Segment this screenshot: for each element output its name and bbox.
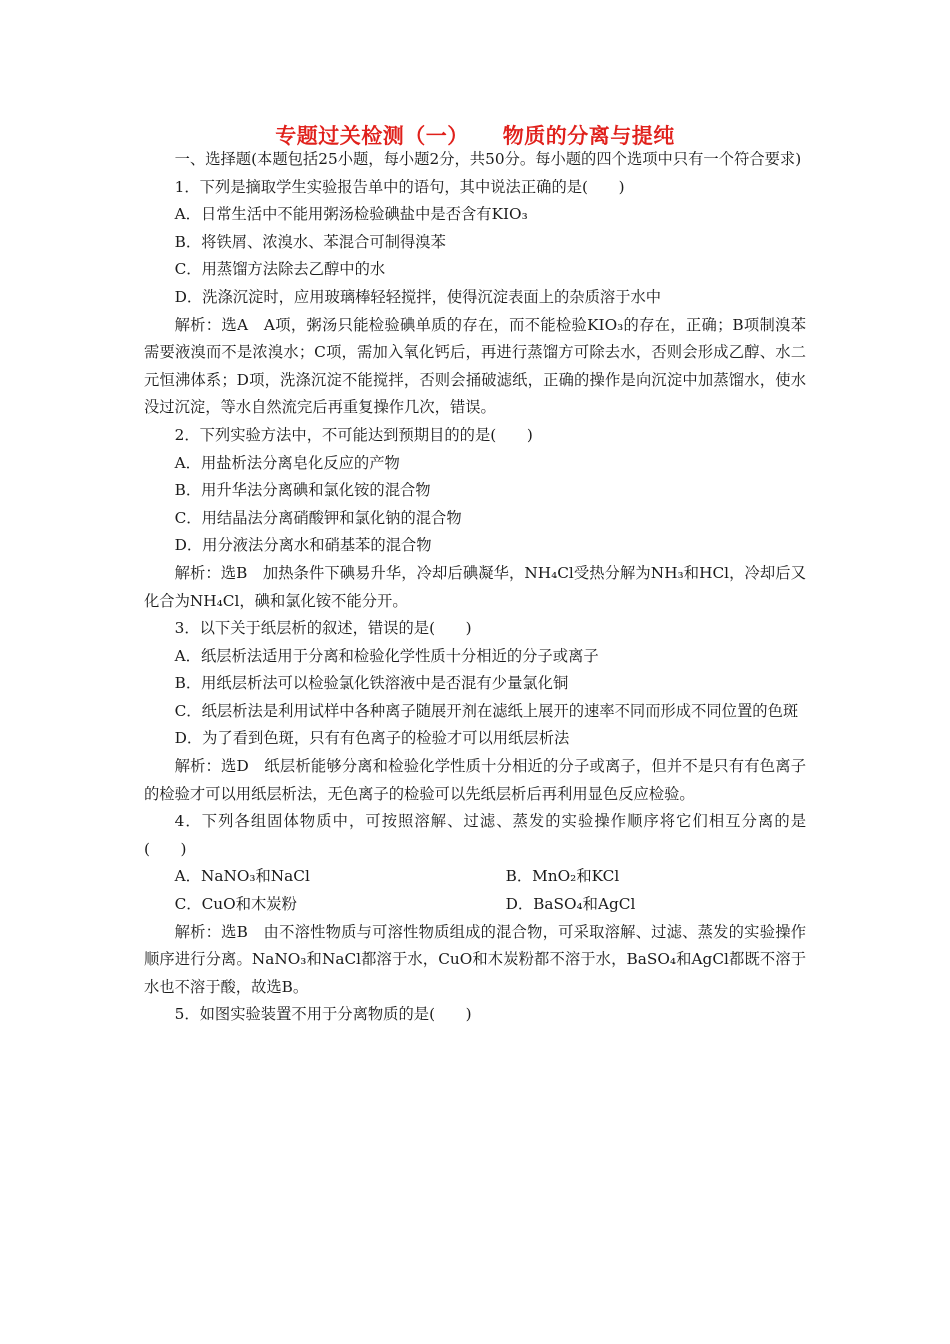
question-3-stem: 3．以下关于纸层析的叙述，错误的是( ) [174,619,472,638]
question-2-option-b: B．用升华法分离碘和氯化铵的混合物 [174,481,431,500]
section-intro: 一、选择题(本题包括25小题，每小题2分，共50分。每小题的四个选项中只有一个符合要求) [174,150,802,168]
question-1-option-d: D．洗涤沉淀时，应用玻璃棒轻轻搅拌，使得沉淀表面上的杂质溶于水中 [174,287,662,306]
question-4-stem: 4．下列各组固体物质中，可按照溶解、过滤、蒸发的实验操作顺序将它们相互分离的是( ) [144,812,806,858]
question-2-option-d: D．用分液法分离水和硝基苯的混合物 [174,536,432,555]
title-part-2: 物质的分离与提纯 [502,124,675,148]
question-1-option-a: A．日常生活中不能用粥汤检验碘盐中是否含有KIO₃ [174,205,528,224]
question-4-options-row-2 [144,891,806,919]
question-2-option-c: C．用结晶法分离硝酸钾和氯化钠的混合物 [174,508,462,527]
question-4-options-row-1 [144,863,806,891]
question-2-option-a: A．用盐析法分离皂化反应的产物 [174,453,400,472]
question-5-stem: 5．如图实验装置不用于分离物质的是( ) [174,1005,472,1024]
question-4-option-b: B．MnO₂和KCl [505,867,620,886]
question-3-option-d: D．为了看到色斑，只有有色离子的检验才可以用纸层析法 [174,729,570,748]
question-4-option-c: C．CuO和木炭粉 [174,895,297,914]
question-4-option-a: A．NaNO₃和NaCl [174,867,310,886]
question-1-stem: 1．下列是摘取学生实验报告单中的语句，其中说法正确的是( ) [174,177,625,196]
title-part-1: 专题过关检测（一） [275,124,469,148]
document-body [144,146,806,1029]
question-4-analysis: 解析：选B 由不溶性物质与可溶性物质组成的混合物，可采取溶解、过滤、蒸发的实验操作顺序进行分离。NaNO₃和NaCl都溶于水，CuO和木炭粉都不溶于水，BaSO₄和AgCl都既不溶于水也不溶于酸，故选B。 [144,922,806,996]
question-3-analysis: 解析：选D 纸层析能够分离和检验化学性质十分相近的分子或离子，但并不是只有有色离子的检验才可以用纸层析法，无色离子的检验可以先纸层析后再利用显色反应检验。 [144,757,806,803]
question-3-option-b: B．用纸层析法可以检验氯化铁溶液中是否混有少量氯化铜 [174,674,569,693]
question-1-option-c: C．用蒸馏方法除去乙醇中的水 [174,260,386,279]
question-2-analysis: 解析：选B 加热条件下碘易升华，冷却后碘凝华，NH₄Cl受热分解为NH₃和HCl，冷却后又化合为NH₄Cl，碘和氯化铵不能分开。 [144,563,806,610]
question-1-option-b: B．将铁屑、浓溴水、苯混合可制得溴苯 [174,232,446,251]
question-3-option-a: A．纸层析法适用于分离和检验化学性质十分相近的分子或离子 [174,646,599,665]
question-2-stem: 2．下列实验方法中，不可能达到预期目的的是( ) [174,425,533,444]
question-3-option-c: C．纸层析法是利用试样中各种离子随展开剂在滤纸上展开的速率不同而形成不同位置的色斑 [174,701,799,720]
question-1-analysis: 解析：选A A项，粥汤只能检验碘单质的存在，而不能检验KIO₃的存在，正确；B项制溴苯需要液溴而不是浓溴水；C项，需加入氧化钙后，再进行蒸馏方可除去水，否则会形成乙醇、水二元恒沸体系；D项，洗涤沉淀不能搅拌，否则会捅破滤纸，正确的操作是向沉淀中加蒸馏水，使水没过沉淀，等水自然流完后再重复操作几次，错误。 [144,315,806,417]
question-4-option-d: D．BaSO₄和AgCl [505,895,636,914]
